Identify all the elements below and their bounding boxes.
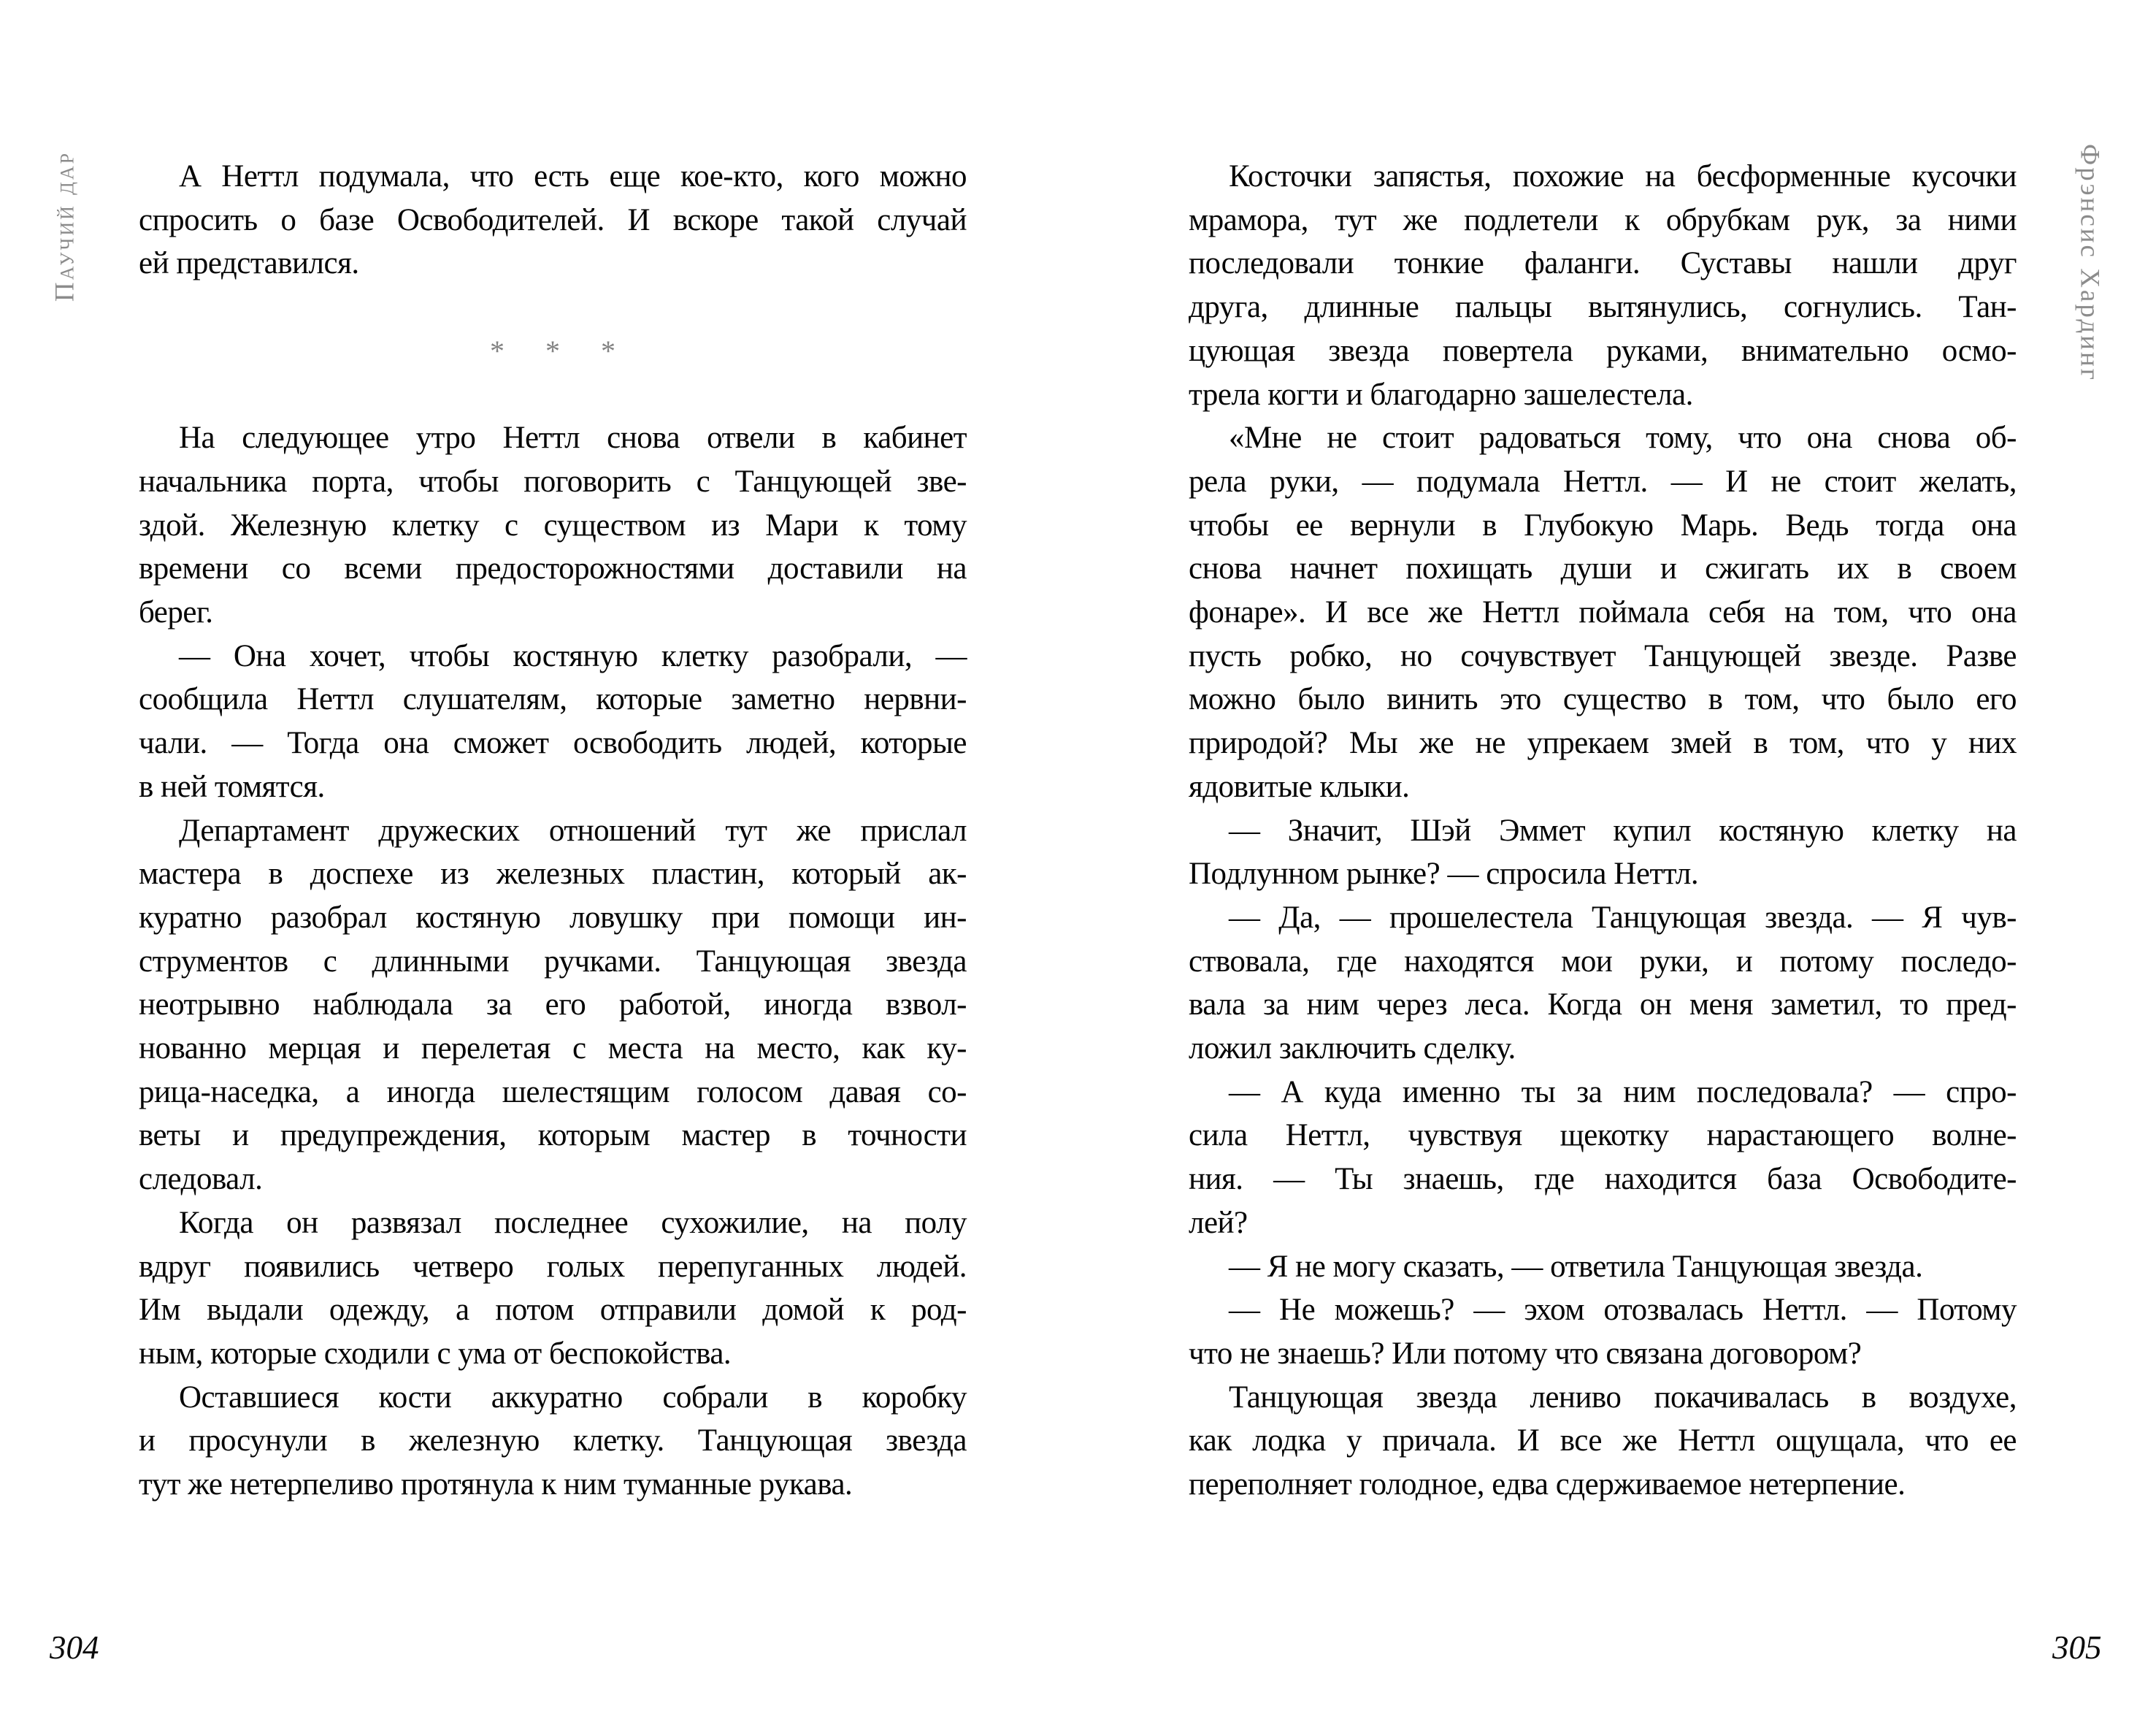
text-line: тут же нетерпеливо протянула к ним туманные рукава. [139,1467,853,1502]
text-line: спросить о базе Освободителей. И вскоре такой случай [139,202,967,237]
running-head-book-title: Паучий дар [50,150,80,302]
paragraph [1189,155,2017,416]
text-line: мрамора, тут же подлетели к обрубкам рук, за ними [1189,202,2017,237]
text-line: здой. Железную клетку с существом из Мари к тому [139,508,967,543]
text-line: веты и предупреждения, которым мастер в точности [139,1118,967,1153]
text-line: рица-наседка, а иногда шелестящим голосом давая со- [139,1074,967,1109]
text-line: пусть робко, но сочувствует Танцующей звезде. Разве [1189,638,2017,673]
text-line: снова начнет похищать души и сжигать их в своем [1189,551,2017,586]
right-text-column [1189,155,2017,1507]
text-line: рела руки, — подумала Неттл. — И не стоит желать, [1189,464,2017,499]
text-line: сообщила Неттл слушателям, которые заметно нервни- [139,682,967,717]
paragraph [139,416,967,635]
left-text-column [139,155,967,1507]
text-line: ствовала, где находятся мои руки, и потому последо- [1189,944,2017,979]
text-line: ядовитые клыки. [1189,769,1410,804]
running-head-author-name: Фрэнсис Хардинг [2074,144,2105,382]
text-line: сила Неттл, чувствуя щекотку нарастающего волне- [1189,1118,2017,1153]
text-line: последовали тонкие фаланги. Суставы нашли друг [1189,246,2017,281]
paragraph [139,1376,967,1507]
text-line: ей представился. [139,246,359,281]
text-line: начальника порта, чтобы поговорить с Танцующей зве- [139,464,967,499]
paragraph [1189,1071,2017,1245]
page-right [1078,0,2156,1725]
paragraph [1189,1288,2017,1375]
text-line: в ней томятся. [139,769,325,804]
paragraph [1189,896,2017,1071]
text-line: мастера в доспехе из железных пластин, который ак- [139,857,967,892]
text-line: неотрывно наблюдала за его работой, иногда взвол- [139,987,967,1022]
paragraph [139,1201,967,1376]
text-line: Когда он развязал последнее сухожилие, на полу [179,1205,967,1240]
text-line: Оставшиеся кости аккуратно собрали в коробку [179,1380,967,1415]
text-line: следовал. [139,1162,263,1197]
text-line: На следующее утро Неттл снова отвели в кабинет [179,421,967,456]
text-line: цующая звезда повертела руками, внимательно осмо- [1189,333,2017,368]
text-line: — Да, — прошелестела Танцующая звезда. — Я чув- [1229,900,2017,935]
text-line: ложил заключить сделку. [1189,1031,1516,1066]
paragraph [139,635,967,809]
text-line: А Неттл подумала, что есть еще кое-кто, кого можно [179,159,967,194]
text-line: можно было винить это существо в том, что было его [1189,682,2017,717]
text-line: струментов с длинными ручками. Танцующая звезда [139,944,967,979]
text-line: вдруг появились четверо голых перепуганных людей. [139,1249,967,1284]
page-number-left: 304 [50,1629,99,1666]
section-separator: * * * [490,334,627,367]
text-line: вала за ним через леса. Когда он меня заметил, то пред- [1189,987,2017,1022]
text-line: — А куда именно ты за ним последовала? — спро- [1229,1074,2017,1109]
text-line: и просунули в железную клетку. Танцующая звезда [139,1423,967,1458]
text-line: чтобы ее вернули в Глубокую Марь. Ведь тогда она [1189,508,2017,543]
paragraph [1189,1376,2017,1507]
text-line: ния. — Ты знаешь, где находится база Освободите- [1189,1162,2017,1197]
text-line: Подлунном рынке? — спросила Неттл. [1189,857,1699,892]
text-line: чали. — Тогда она сможет освободить людей, которые [139,726,967,761]
text-line: фонаре». И все же Неттл поймала себя на том, что она [1189,595,2017,630]
text-line: трела когти и благодарно зашелестела. [1189,377,1693,412]
text-line: — Значит, Шэй Эммет купил костяную клетку на [1229,813,2017,848]
paragraph [1189,809,2017,896]
text-line: «Мне не стоит радоваться тому, что она снова об- [1229,421,2017,456]
text-line: времени со всеми предосторожностями доставили на [139,551,967,586]
text-line: друга, длинные пальцы вытянулись, согнулись. Тан- [1189,290,2017,325]
text-line: — Я не могу сказать, — ответила Танцующая звезда. [1229,1249,1923,1284]
text-line: Им выдали одежду, а потом отправили домой к род- [139,1293,967,1328]
paragraph [139,809,967,1201]
text-line: переполняет голодное, едва сдерживаемое нетерпение. [1189,1467,1906,1502]
text-line: как лодка у причала. И все же Неттл ощущала, что ее [1189,1423,2017,1458]
text-line: ным, которые сходили с ума от беспокойства. [139,1336,732,1371]
text-line: куратно разобрал костяную ловушку при помощи ин- [139,900,967,935]
text-line: Танцующая звезда лениво покачивалась в воздухе, [1229,1380,2017,1415]
text-line: — Не можешь? — эхом отозвалась Неттл. — Потому [1229,1293,2017,1328]
text-line: нованно мерцая и перелетая с места на место, как ку- [139,1031,967,1066]
text-line: Департамент дружеских отношений тут же прислал [179,813,967,848]
paragraph [1189,416,2017,808]
text-line: лей? [1189,1205,1248,1240]
text-line: берег. [139,595,213,630]
text-line: природой? Мы же не упрекаем змей в том, что у них [1189,726,2017,761]
paragraph [139,155,967,286]
text-line: — Она хочет, чтобы костяную клетку разобрали, — [179,638,967,673]
paragraph [1189,1245,2017,1289]
page-number-right: 305 [2052,1629,2102,1666]
text-line: Косточки запястья, похожие на бесформенные кусочки [1229,159,2017,194]
text-line: что не знаешь? Или потому что связана договором? [1189,1336,1862,1371]
